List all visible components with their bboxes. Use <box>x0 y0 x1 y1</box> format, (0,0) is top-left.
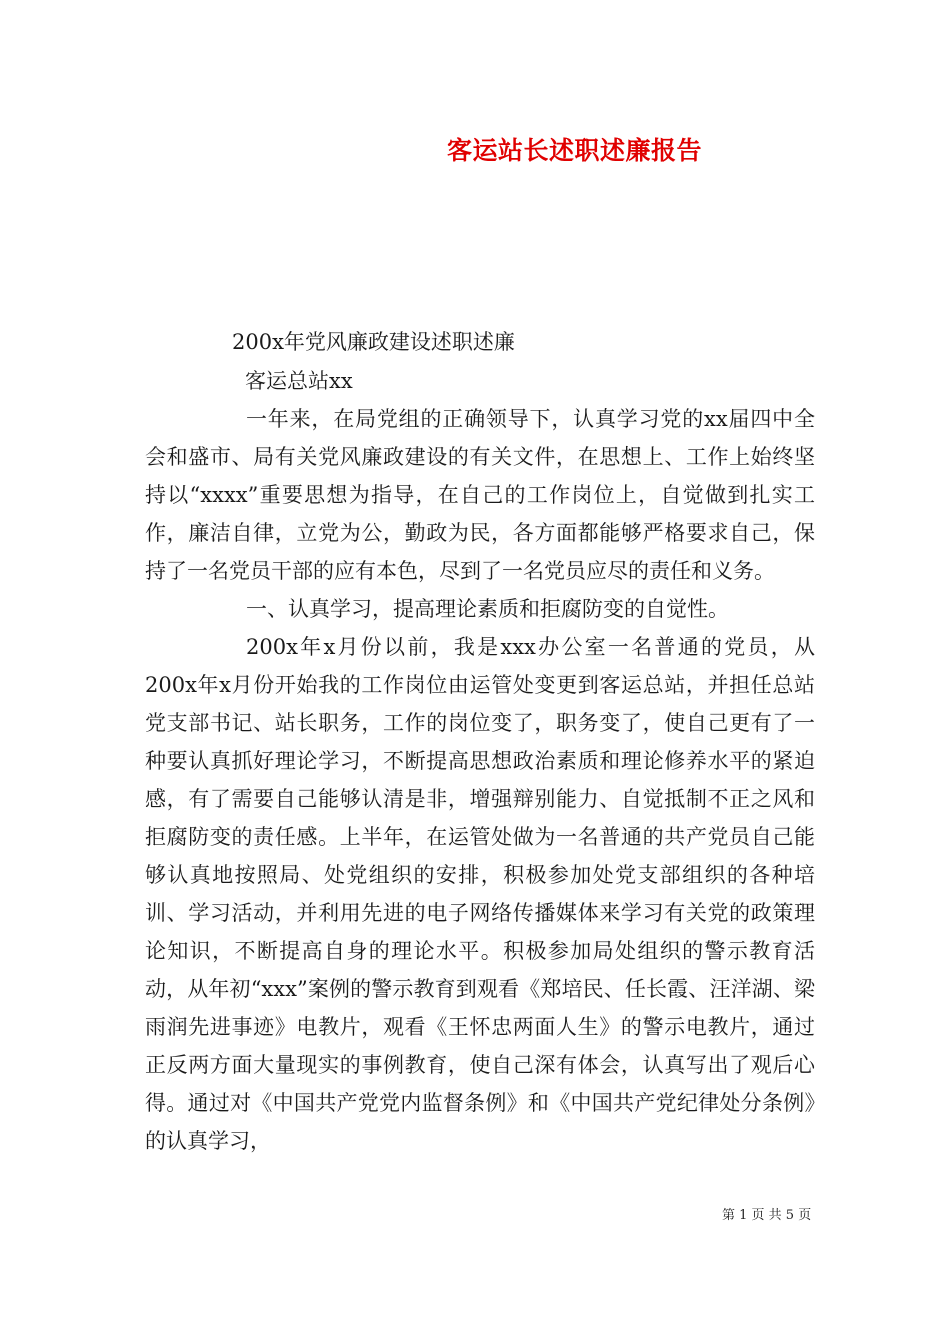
intro-paragraph: 一年来，在局党组的正确领导下，认真学习党的xx届四中全会和盛市、局有关党风廉政建设的有关文件，在思想上、工作上始终坚持以“xxxx”重要思想为指导，在自己的工作岗位上，自觉做到扎实工作，廉洁自律，立党为公，勤政为民，各方面都能够严格要求自己，保持了一名党员干部的应有本色，尽到了一名党员应尽的责任和义务。 <box>145 407 815 583</box>
document-body <box>145 400 815 1160</box>
section-heading: 一、认真学习，提高理论素质和拒腐防变的自觉性。 <box>246 597 729 621</box>
document-subtitle: 200x年党风廉政建设述职述廉 <box>232 330 515 354</box>
document-title: 客运站长述职述廉报告 <box>447 136 703 165</box>
document-author: 客运总站xx <box>245 369 353 393</box>
page-number-footer: 第 1 页 共 5 页 <box>722 1208 812 1223</box>
section-paragraph: 200x年x月份以前，我是xxx办公室一名普通的党员，从200x年x月份开始我的工作岗位由运管处变更到客运总站，并担任总站党支部书记、站长职务，工作的岗位变了，职务变了，使自己更有了一种要认真抓好理论学习，不断提高思想政治素质和理论修养水平的紧迫感，有了需要自己能够认清是非，增强辩别能力、自觉抵制不正之风和拒腐防变的责任感。上半年，在运管处做为一名普通的共产党员自己能够认真地按照局、处党组织的安排，积极参加处党支部组织的各种培训、学习活动，并利用先进的电子网络传播媒体来学习有关党的政策理论知识，不断提高自身的理论水平。积极参加局处组织的警示教育活动，从年初“xxx”案例的警示教育到观看《郑培民、任长霞、汪洋湖、梁雨润先进事迹》电教片，观看《王怀忠两面人生》的警示电教片，通过正反两方面大量现实的事例教育，使自己深有体会，认真写出了观后心得。通过对《中国共产党党内监督条例》和《中国共产党纪律处分条例》的认真学习， <box>145 635 815 1153</box>
